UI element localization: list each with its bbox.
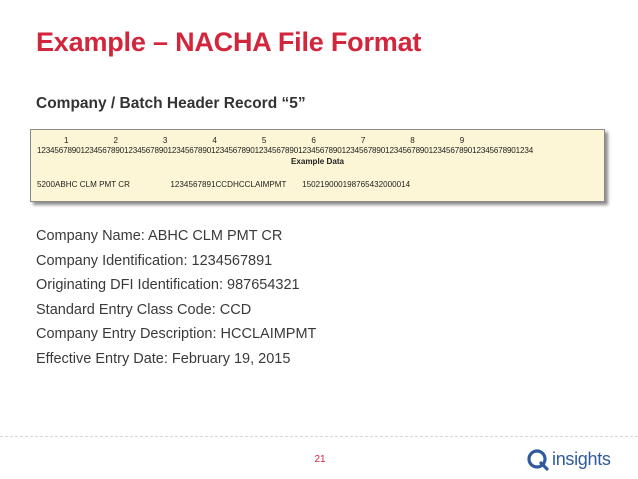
svg-text:insights: insights	[552, 449, 611, 469]
ruler-tens-row: 1 2 3 4 5 6 7 8 9	[37, 136, 465, 145]
field-company-identification: Company Identification: 1234567891	[36, 252, 273, 269]
field-originating-dfi: Originating DFI Identification: 987654321	[36, 277, 300, 294]
field-company-entry-description: Company Entry Description: HCCLAIMPMT	[36, 326, 317, 343]
field-effective-entry-date: Effective Entry Date: February 19, 2015	[36, 350, 291, 367]
footer-divider	[0, 436, 638, 437]
field-standard-entry-class: Standard Entry Class Code: CCD	[36, 301, 252, 318]
page-number: 21	[314, 454, 326, 465]
record-line: 5200ABHC CLM PMT CR 1234567891CCDHCCLAIMPMT 150219000198765432000014	[37, 180, 411, 189]
field-company-name: Company Name: ABHC CLM PMT CR	[36, 228, 283, 244]
field-list	[36, 228, 316, 376]
example-data-label: Example Data	[290, 157, 345, 166]
q-insights-logo	[527, 446, 627, 472]
ruler-digits-row: 123456789012345678901234567890123456789012345678901234567890123456789012345678901234567890123456789012345678901234	[37, 145, 534, 155]
slide-subtitle: Company / Batch Header Record “5”	[36, 95, 306, 112]
record-example-box	[30, 129, 605, 202]
slide-title: Example – NACHA File Format	[36, 27, 422, 57]
